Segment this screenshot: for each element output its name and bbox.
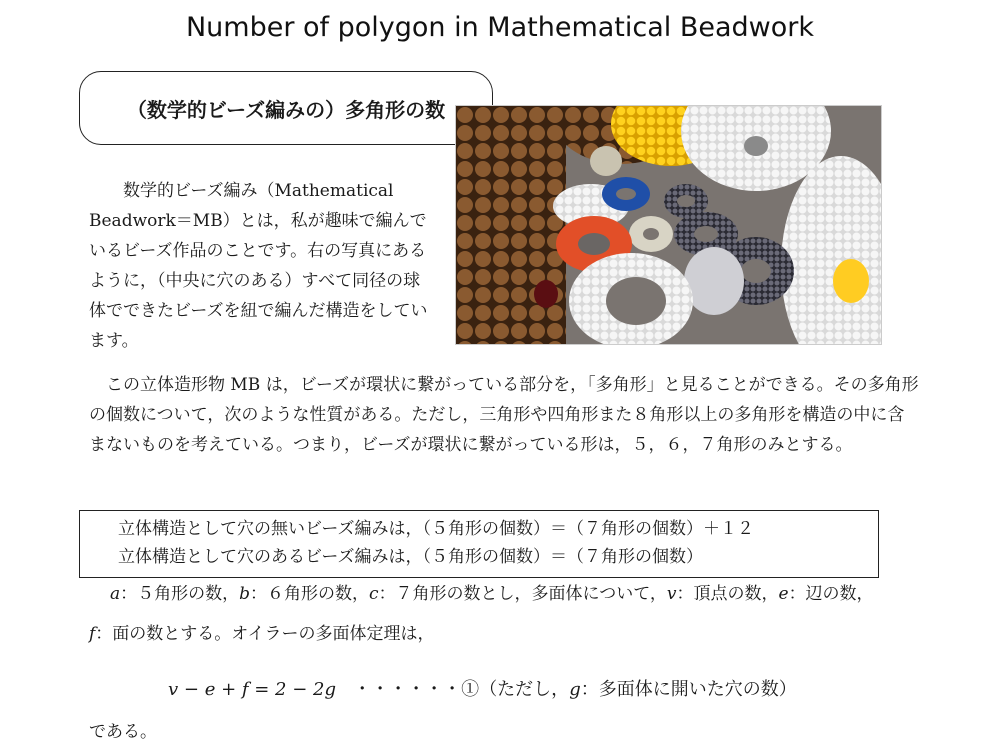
var-f: f <box>89 624 96 644</box>
formula-note-pre: （ただし， <box>479 679 570 700</box>
formula-dots: ・・・・・・① <box>353 679 480 700</box>
rule-no-hole: 立体構造として穴の無いビーズ編みは，（５角形の個数）＝（７角形の個数）＋１２ <box>118 519 754 539</box>
intro-paragraph: 数学的ビーズ編み（Mathematical Beadwork＝MB）とは，私が趣味で編んでいるビーズ作品のことです。右の写真にあるように，（中央に穴のある）すべて同径の球体でできたビーズを紐で編んだ構造をしています。 <box>89 181 428 351</box>
rule-box <box>79 510 879 578</box>
page-title: Number of polygon in Mathematical Beadwork <box>185 12 815 43</box>
def-a: ：５角形の数， <box>120 584 240 604</box>
rule-with-hole: 立体構造として穴のあるビーズ編みは，（５角形の個数）＝（７角形の個数） <box>118 547 703 567</box>
def-e: ：辺の数， <box>788 584 874 604</box>
def-b: ：６角形の数， <box>250 584 370 604</box>
euler-formula <box>168 676 797 704</box>
var-v: v <box>666 584 677 604</box>
def-v: ：頂点の数， <box>676 584 779 604</box>
body-paragraph: この立体造形物 MB は，ビーズが環状に繋がっている部分を，「多角形」と見ることができる。その多角形の個数について，次のような性質がある。ただし，三角形や四角形また８角形以上の多角形を構造の中に含まないものを考えている。つまり，ビーズが環状に繋がっている形は，５，６，７角形のみとする。 <box>89 375 919 455</box>
var-g: g <box>569 679 581 700</box>
definitions-line-1 <box>110 580 874 608</box>
section-heading: （数学的ビーズ編みの）多角形の数 <box>79 71 493 145</box>
formula-note-post: ：多面体に開いた穴の数） <box>580 679 797 700</box>
closing-text: である。 <box>89 722 157 742</box>
var-e: e <box>778 584 789 604</box>
var-b: b <box>239 584 251 604</box>
def-f: ：面の数とする。オイラーの多面体定理は， <box>95 624 435 644</box>
definitions-line-2 <box>89 620 434 648</box>
beadwork-photo <box>455 105 882 345</box>
var-c: c <box>369 584 379 604</box>
var-a: a <box>110 584 121 604</box>
formula-expression: v − e + f = 2 − 2g <box>168 679 337 700</box>
def-c: ：７角形の数とし，多面体について， <box>378 584 667 604</box>
